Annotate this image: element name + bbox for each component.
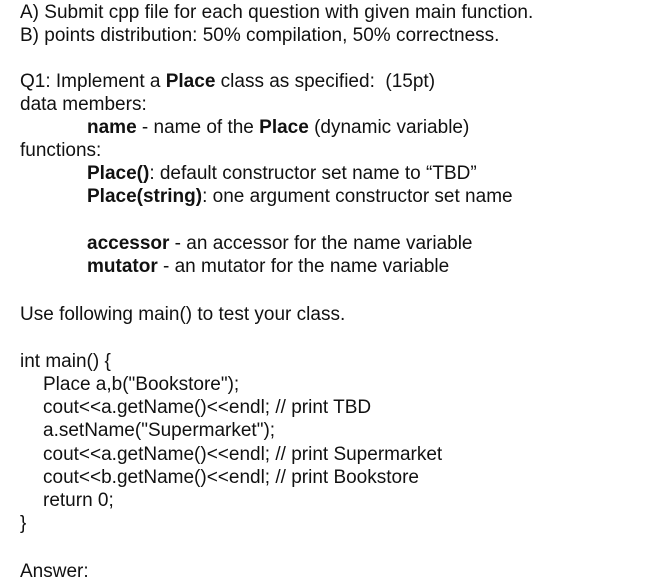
instruction-a: A) Submit cpp file for each question with given main function. xyxy=(20,2,534,23)
member-name-line xyxy=(87,116,469,139)
instruction-b: B) points distribution: 50% compilation, 50% correctness. xyxy=(20,25,500,46)
member-name-desc-1: - name of the xyxy=(136,117,260,138)
member-name-desc-2: (dynamic variable) xyxy=(308,117,470,138)
code-line: cout<<a.getName()<<endl; // print Supermarket xyxy=(43,444,443,465)
functions-label: functions: xyxy=(20,140,102,161)
code-line: a.setName("Supermarket"); xyxy=(43,420,276,441)
func-default-desc: : default constructor set name to “TBD” xyxy=(149,163,477,184)
answer-label: Answer: xyxy=(20,561,89,582)
accessor-line xyxy=(87,232,473,255)
func-default-name: Place() xyxy=(87,163,150,184)
code-line: cout<<a.getName()<<endl; // print TBD xyxy=(43,397,372,418)
mutator-desc: - an mutator for the name variable xyxy=(157,256,450,277)
mutator-line xyxy=(87,255,449,278)
code-line: cout<<b.getName()<<endl; // print Bookstore xyxy=(43,467,419,488)
code-line: return 0; xyxy=(43,490,114,511)
member-name-desc-class: Place xyxy=(259,117,309,138)
accessor-name: accessor xyxy=(87,233,170,254)
question-heading xyxy=(20,70,435,93)
heading-suffix: class as specified: (15pt) xyxy=(215,71,436,92)
accessor-desc: - an accessor for the name variable xyxy=(169,233,473,254)
test-intro: Use following main() to test your class. xyxy=(20,304,346,325)
code-line: } xyxy=(20,513,27,534)
code-line: int main() { xyxy=(20,351,111,372)
heading-prefix: Q1: Implement a xyxy=(20,71,166,92)
func-string-name: Place(string) xyxy=(87,186,203,207)
func-string-desc: : one argument constructor set name xyxy=(202,186,513,207)
data-members-label: data members: xyxy=(20,94,147,115)
mutator-name: mutator xyxy=(87,256,158,277)
func-string-line xyxy=(87,185,513,208)
member-name: name xyxy=(87,117,137,138)
func-default-line xyxy=(87,162,477,185)
code-line: Place a,b("Bookstore"); xyxy=(43,374,240,395)
heading-class-name: Place xyxy=(165,71,216,92)
